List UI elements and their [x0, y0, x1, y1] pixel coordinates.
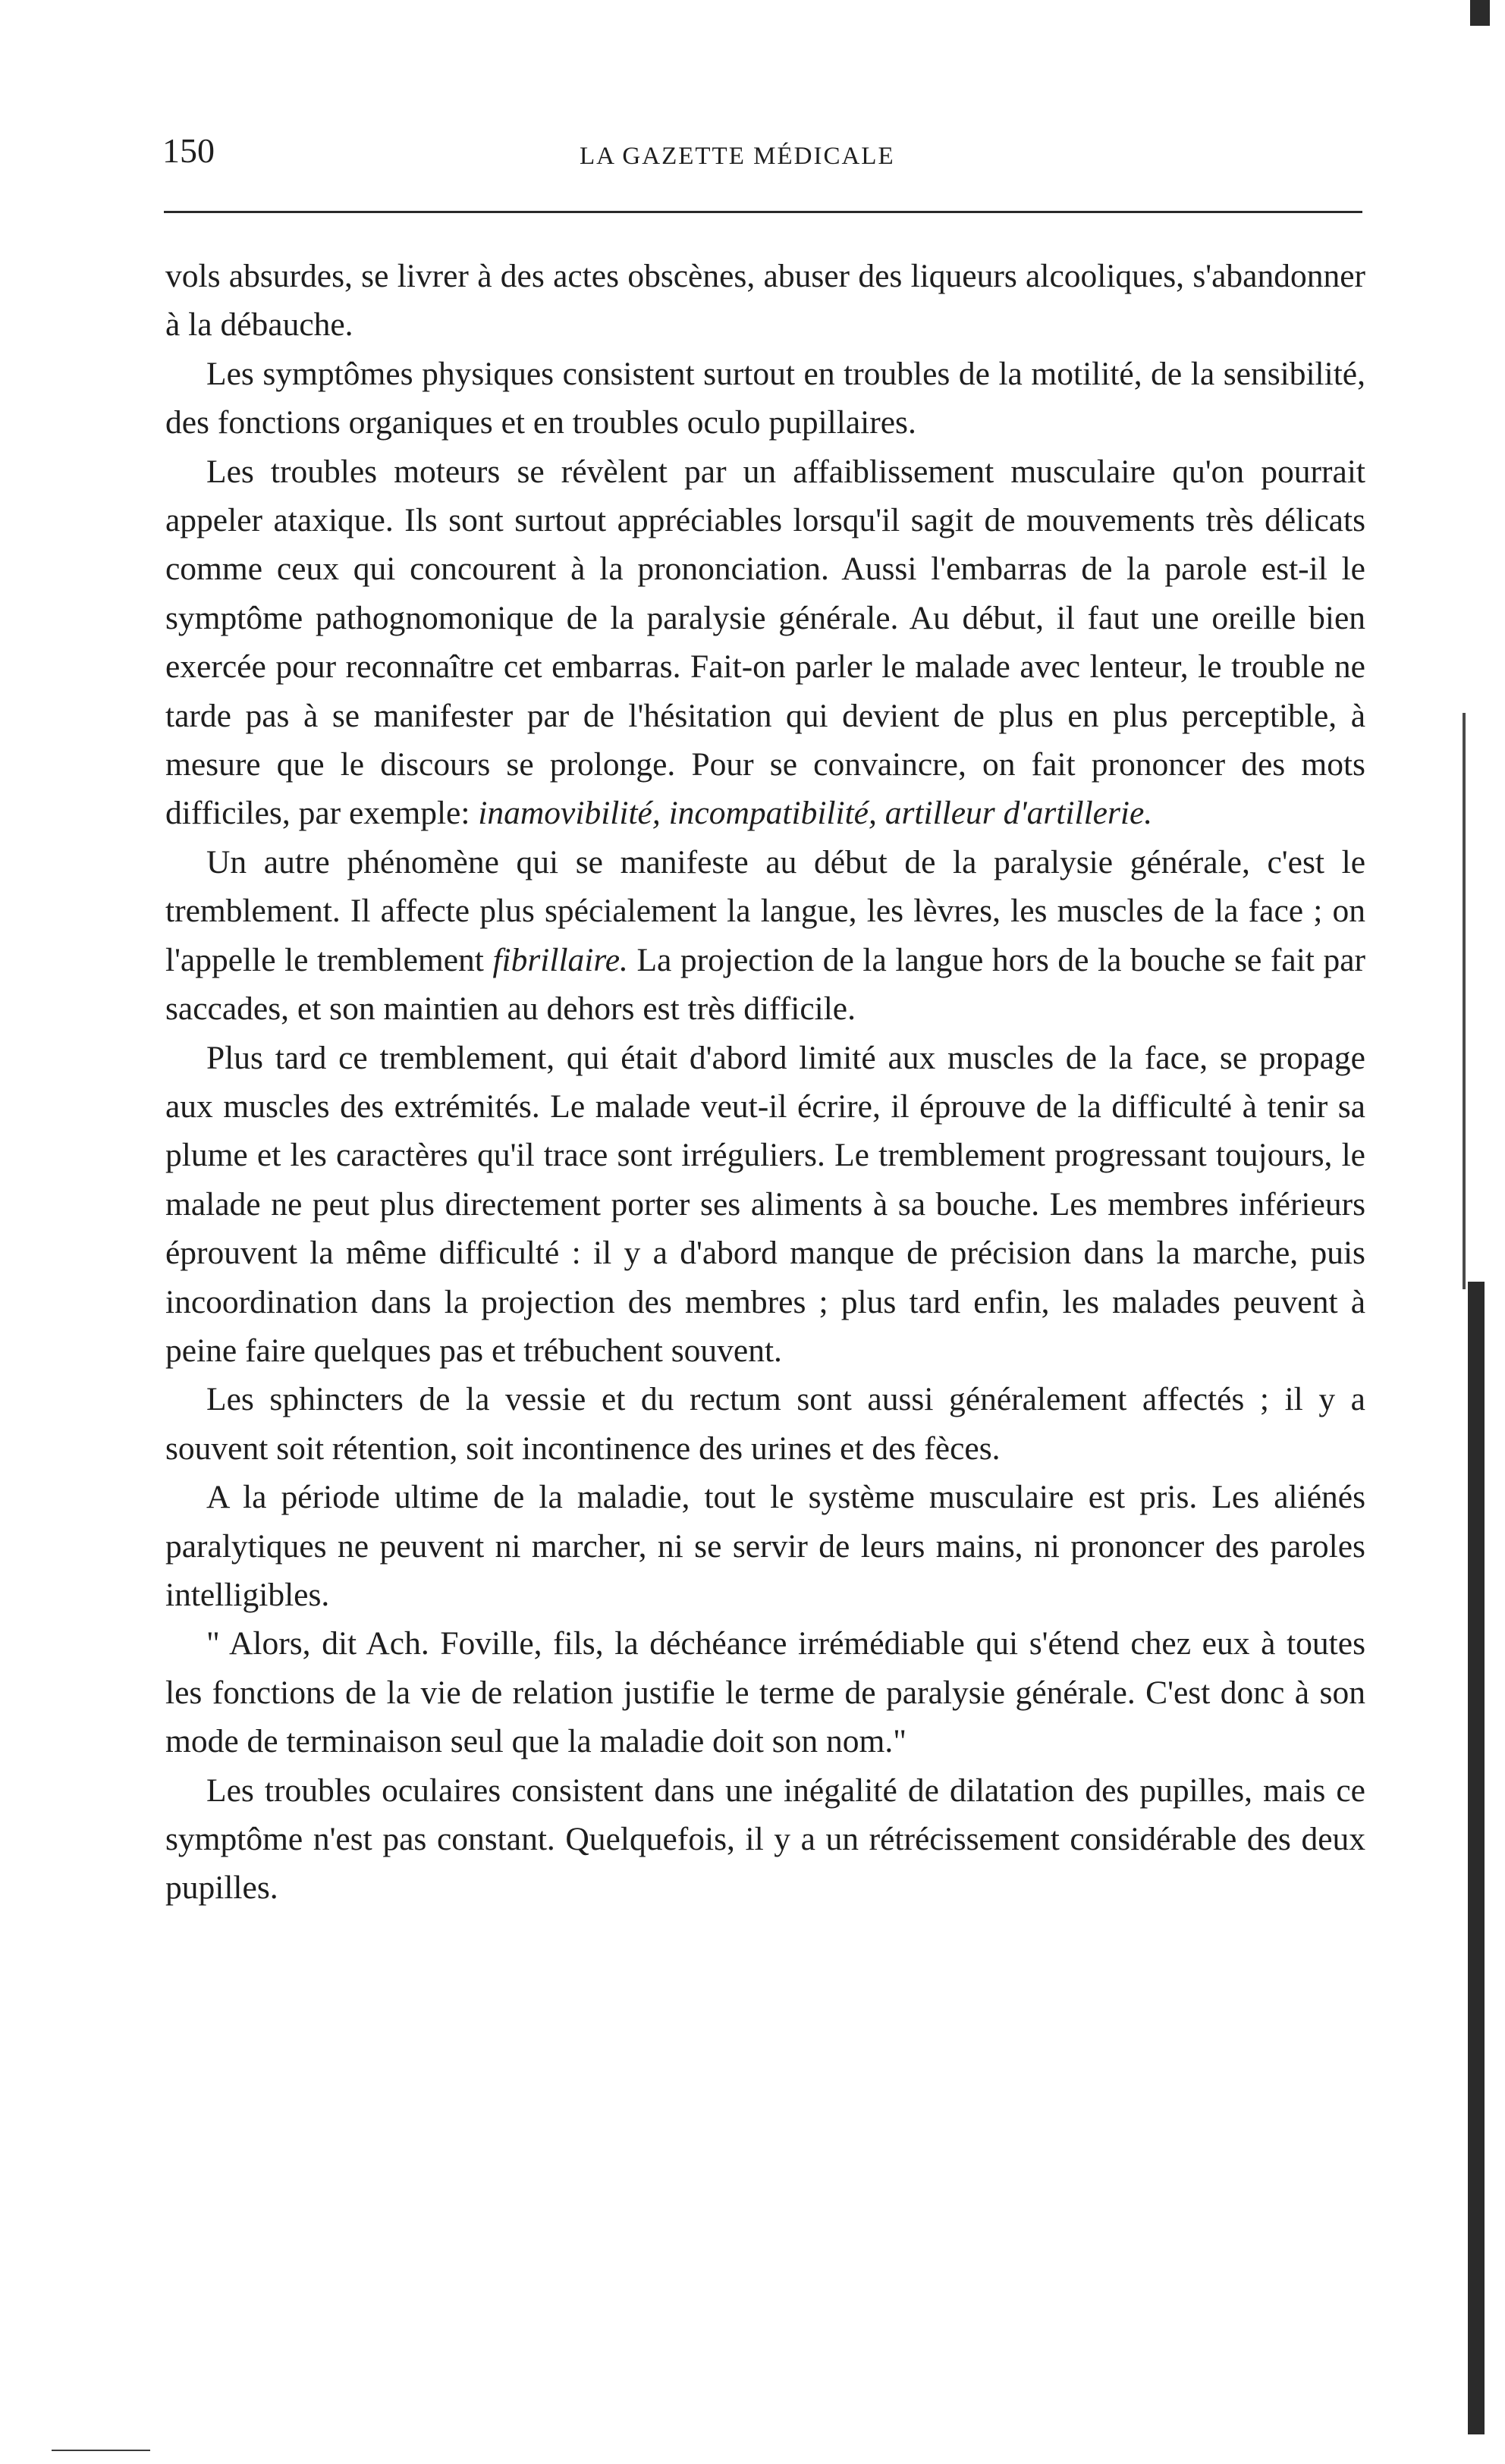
scan-edge-mark — [1470, 0, 1490, 26]
page-edge-shadow-thin — [1463, 713, 1466, 1289]
paragraph — [165, 1473, 1365, 1619]
paragraph-text: vols absurdes, se livrer à des actes obscènes, abuser des liqueurs alcooliques, s'abandonner à la débauche. — [165, 258, 1365, 344]
paragraph-text: Les symptômes physiques consistent surtout en troubles de la motilité, de la sensibilité, des fonctions organiques et en troubles oculo pupillaires. — [165, 355, 1365, 441]
page-header — [162, 127, 1365, 180]
paragraph — [165, 838, 1365, 1034]
paragraph — [165, 252, 1365, 350]
paragraph — [165, 1619, 1365, 1766]
paragraph — [165, 447, 1365, 838]
paragraph-text: Les troubles oculaires consistent dans une inégalité de dilatation des pupilles, mais ce symptôme n'est pas constant. Quelquefois, il y a un rétrécissement considérable des deux pupilles. — [165, 1772, 1365, 1907]
italic-text: fibrillaire. — [492, 941, 628, 978]
paragraph-text: Les sphincters de la vessie et du rectum sont aussi généralement affectés ; il y a souvent soit rétention, soit incontinence des urines et des fèces. — [165, 1381, 1365, 1467]
italic-text: inamovibilité, incompatibilité, artilleur d'artillerie. — [478, 795, 1153, 832]
paragraph — [165, 1034, 1365, 1376]
paragraph — [165, 350, 1365, 447]
header-rule — [164, 211, 1362, 213]
paragraph-text: Plus tard ce tremblement, qui était d'abord limité aux muscles de la face, se propage aux muscles des extrémités. Le malade veut-il écrire, il éprouve de la difficulté à tenir sa plume et les caractères qu'il trace sont irréguliers. Le tremblement progressant toujours, le malade ne peut plus directement porter ses aliments à sa bouche. Les membres inférieurs éprouvent la même difficulté : il y a d'abord manque de précision dans la marche, puis incoordination dans la projection des membres ; plus tard enfin, les malades peuvent à peine faire quelques pas et trébuchent souvent. — [165, 1039, 1365, 1369]
paragraph-text: A la période ultime de la maladie, tout le système musculaire est pris. Les aliénés paralytiques ne peuvent ni marcher, ni se servir de leurs mains, ni prononcer des paroles intelligibles. — [165, 1479, 1365, 1613]
bottom-rule — [52, 2450, 150, 2451]
paragraph-text: Les troubles moteurs se révèlent par un affaiblissement musculaire qu'on pourrait appeler ataxique. Ils sont surtout appréciables lorsqu'il sagit de mouvements très délicats comme ceux qui concourent à la prononciation. Aussi l'embarras de la parole est-il le symptôme pathognomonique de la paralysie générale. Au début, il faut une oreille bien exercée pour reconnaître cet embarras. Fait-on parler le malade avec lenteur, le trouble ne tarde pas à se manifester par de l'hésitation qui devient de plus en plus perceptible, à mesure que le discours se prolonge. Pour se convaincre, on fait prononcer des mots difficiles, par exemple: — [165, 453, 1365, 832]
paragraph — [165, 1766, 1365, 1913]
paragraph-text: " Alors, dit Ach. Foville, fils, la déchéance irrémédiable qui s'étend chez eux à toutes les fonctions de la vie de relation justifie le terme de paralysie générale. C'est donc à son mode de terminaison seul que la maladie doit son nom." — [165, 1625, 1365, 1760]
paragraph-text: La projection de la langue hors de la bouche se fait par saccades, et son maintien au dehors est très difficile. — [165, 941, 1365, 1028]
page-edge-shadow — [1468, 1282, 1485, 2434]
paragraph — [165, 1375, 1365, 1473]
running-title: LA GAZETTE MÉDICALE — [580, 143, 895, 170]
page-number: 150 — [162, 131, 215, 170]
body-text — [165, 252, 1365, 1913]
paragraph-text: Un autre phénomène qui se manifeste au début de la paralysie générale, c'est le tremblement. Il affecte plus spécialement la langue, les lèvres, les muscles de la face ; on l'appelle le tremblement — [165, 843, 1365, 978]
